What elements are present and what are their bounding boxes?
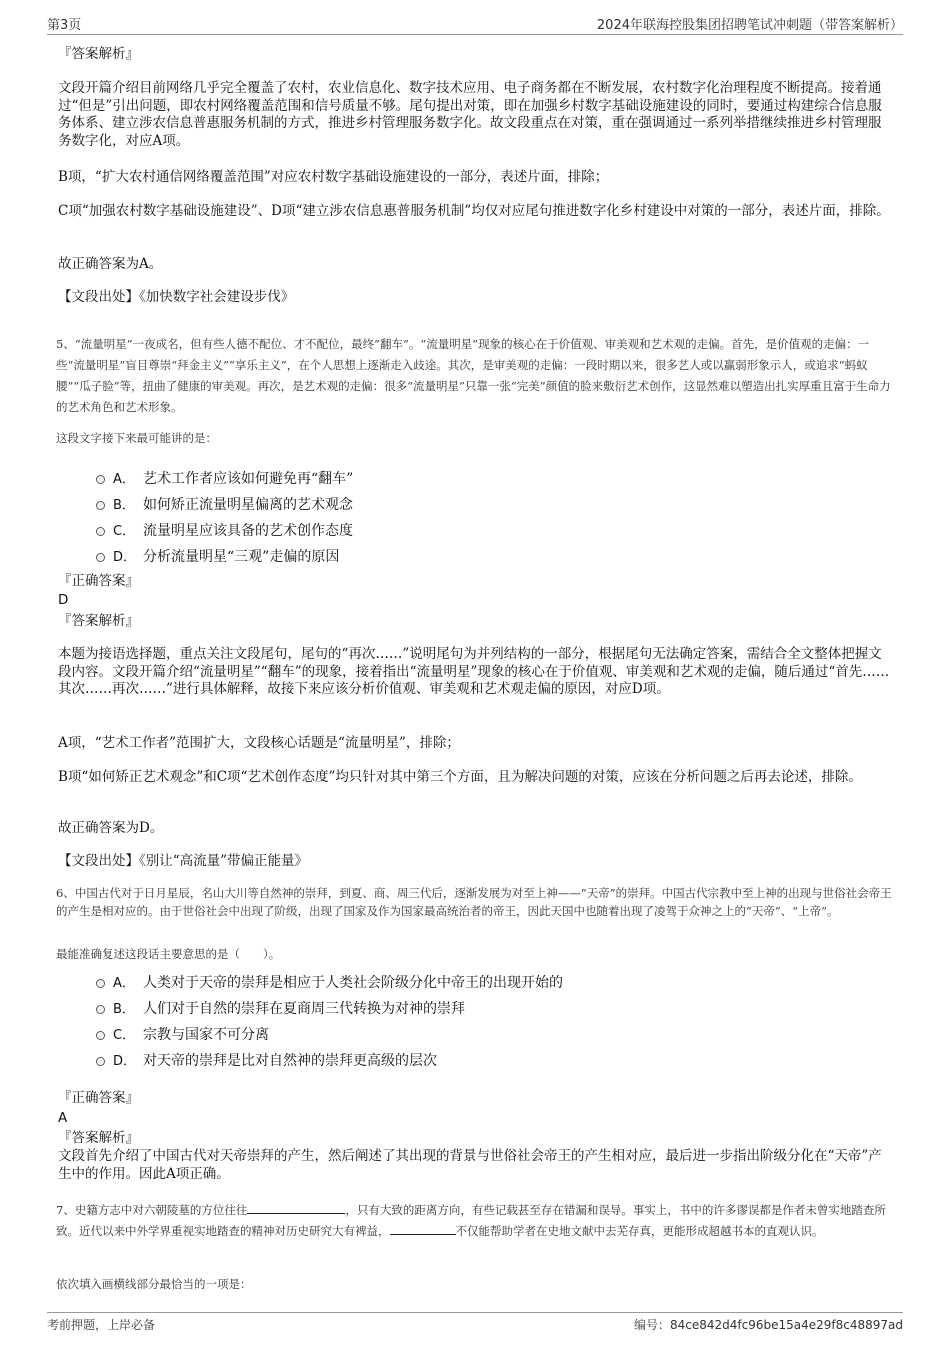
q6-answer: A xyxy=(58,1110,68,1126)
q6-option-c[interactable]: C． 宗教与国家不可分离 xyxy=(96,1024,269,1044)
q5-explain-p4: 故正确答案为D。 xyxy=(58,820,164,836)
q5-option-b[interactable]: B． 如何矫正流量明星偏离的艺术观念 xyxy=(96,494,353,514)
q6-explain-p1: 文段首先介绍了中国古代对天帝崇拜的产生，然后阐述了其出现的背景与世俗社会帝王的产生相对应，最后进一步指出阶级分化在“天帝”产生中的作用。因此A项正确。 xyxy=(58,1148,882,1182)
q4-explain-p3: C项“加强农村数字基础设施建设”、D项“建立涉农信息惠普服务机制”均仅对应尾句推进数字化乡村建设中对策的一部分，表述片面，排除。 xyxy=(58,203,890,219)
radio-icon[interactable] xyxy=(96,1031,105,1040)
q6-option-d[interactable]: D． 对天帝的崇拜是比对自然神的崇拜更高级的层次 xyxy=(96,1050,437,1070)
q5-source: 【文段出处】《别让“高流量”带偏正能量》 xyxy=(58,853,309,869)
radio-icon[interactable] xyxy=(96,501,105,510)
page-footer xyxy=(47,1312,903,1336)
radio-icon[interactable] xyxy=(96,527,105,536)
radio-icon[interactable] xyxy=(96,1057,105,1066)
footer-code: 编号：84ce842d4fc96be15a4e29f8c48897ad xyxy=(633,1318,903,1332)
page-header xyxy=(47,14,903,35)
q4-source: 【文段出处】《加快数字社会建设步伐》 xyxy=(58,289,295,305)
q5-explain-heading: 『答案解析』 xyxy=(58,613,139,629)
radio-icon[interactable] xyxy=(96,979,105,988)
q5-option-a[interactable]: A． 艺术工作者应该如何避免再“翻车” xyxy=(96,468,353,488)
q5-option-d[interactable]: D． 分析流量明星“三观”走偏的原因 xyxy=(96,546,339,566)
footer-slogan: 考前押题，上岸必备 xyxy=(47,1318,156,1332)
q5-explain-p2: A项，“艺术工作者”范围扩大，文段核心话题是“流量明星”，排除； xyxy=(58,735,460,751)
q6-explain-heading: 『答案解析』 xyxy=(58,1130,139,1146)
radio-icon[interactable] xyxy=(96,475,105,484)
q5-option-c[interactable]: C． 流量明星应该具备的艺术创作态度 xyxy=(96,520,353,540)
q7-stem: 7、史籍方志中对六朝陵墓的方位往往 ，只有大致的距离方向，有些记载甚至存在错漏和误导。事实上，书中的许多谬误都是作者未曾实地踏查所致。近代以来中外学界重视实地踏查的精神对历史研究大有裨益， 不仅能帮助学者在史地文献中去芜存真，更能形成超越书本的直观认识。 xyxy=(56,1203,886,1238)
page-number: 第3页 xyxy=(47,18,82,33)
q6-prompt: 最能准确复述这段话主要意思的是（ ）。 xyxy=(56,947,281,961)
q4-explain-p2: B项，“扩大农村通信网络覆盖范围”对应农村数字基础设施建设的一部分，表述片面，排除； xyxy=(58,169,609,185)
radio-icon[interactable] xyxy=(96,553,105,562)
q5-explain-p3: B项“如何矫正艺术观念”和C项“艺术创作态度”均只针对其中第三个方面，且为解决问题的对策，应该在分析问题之后再去论述，排除。 xyxy=(58,769,862,785)
q6-stem: 6、中国古代对于日月星辰，名山大川等自然神的崇拜，到夏、商、周三代后，逐渐发展为对至上神——“天帝”的崇拜。中国古代宗教中至上神的出现与世俗社会帝王的产生是相对应的。由于世俗社会中出现了阶级，出现了国家及作为国家最高统治者的帝王，因此天国中也随着出现了凌驾于众神之上的“天帝”、“上帝”。 xyxy=(56,886,892,918)
q5-answer: D xyxy=(58,592,69,608)
q4-explain-heading: 『答案解析』 xyxy=(58,46,139,62)
q4-explain-p4: 故正确答案为A。 xyxy=(58,256,163,272)
q7-prompt: 依次填入画横线部分最恰当的一项是： xyxy=(56,1277,252,1291)
q5-explain-p1: 本题为接语选择题，重点关注文段尾句，尾句的“再次……”说明尾句为并列结构的一部分，根据尾句无法确定答案，需结合全文整体把握文段内容。文段开篇介绍“流量明星”“翻车”的现象，接着指出“流量明星”现象的核心在于价值观、审美观和艺术观的走偏，随后通过“首先……其次……再次……”进行具体解释，故接下来应该分析价值观、审美观和艺术观走偏的原因，对应D项。 xyxy=(58,646,890,697)
q6-option-b[interactable]: B． 人们对于自然的崇拜在夏商周三代转换为对神的崇拜 xyxy=(96,998,465,1018)
q6-option-a[interactable]: A． 人类对于天帝的崇拜是相应于人类社会阶级分化中帝王的出现开始的 xyxy=(96,972,563,992)
q6-answer-heading: 『正确答案』 xyxy=(58,1090,139,1106)
q5-stem: 5、“流量明星”一夜成名，但有些人德不配位、才不配位，最终“翻车”。“流量明星”现象的核心在于价值观、审美观和艺术观的走偏。首先，是价值观的走偏：一些“流量明星”盲目尊崇“拜金主义”“享乐主义”，在个人思想上逐渐走入歧途。其次，是审美观的走偏：一段时期以来，很多艺人或以赢弱形象示人，或追求“蚂蚁腰”“瓜子脸”等，扭曲了健康的审美观。再次，是艺术观的走偏：很多“流量明星”只靠一张“完美”颜值的脸来敷衍艺术创作，这显然难以塑造出扎实厚重且富于生命力的艺术角色和艺术形象。 xyxy=(56,337,891,414)
blank-1[interactable] xyxy=(247,1201,345,1214)
q4-explain-p1: 文段开篇介绍目前网络几乎完全覆盖了农村，农业信息化、数字技术应用、电子商务都在不断发展，农村数字化治理程度不断提高。接着通过“但是”引出问题，即农村网络覆盖范围和信号质量不够。尾句提出对策，即在加强乡村数字基础设施建设的同时，要通过构建综合信息服务体系、建立涉农信息普惠服务机制的方式，推进乡村管理服务数字化。故文段重点在对策，重在强调通过一系列举措继续推进乡村管理服务数字化，对应A项。 xyxy=(58,80,882,149)
q5-answer-heading: 『正确答案』 xyxy=(58,573,139,589)
blank-2[interactable] xyxy=(390,1222,456,1235)
document-title: 2024年联海控股集团招聘笔试冲刺题（带答案解析） xyxy=(596,18,903,33)
radio-icon[interactable] xyxy=(96,1005,105,1014)
q5-prompt: 这段文字接下来最可能讲的是： xyxy=(56,431,217,445)
